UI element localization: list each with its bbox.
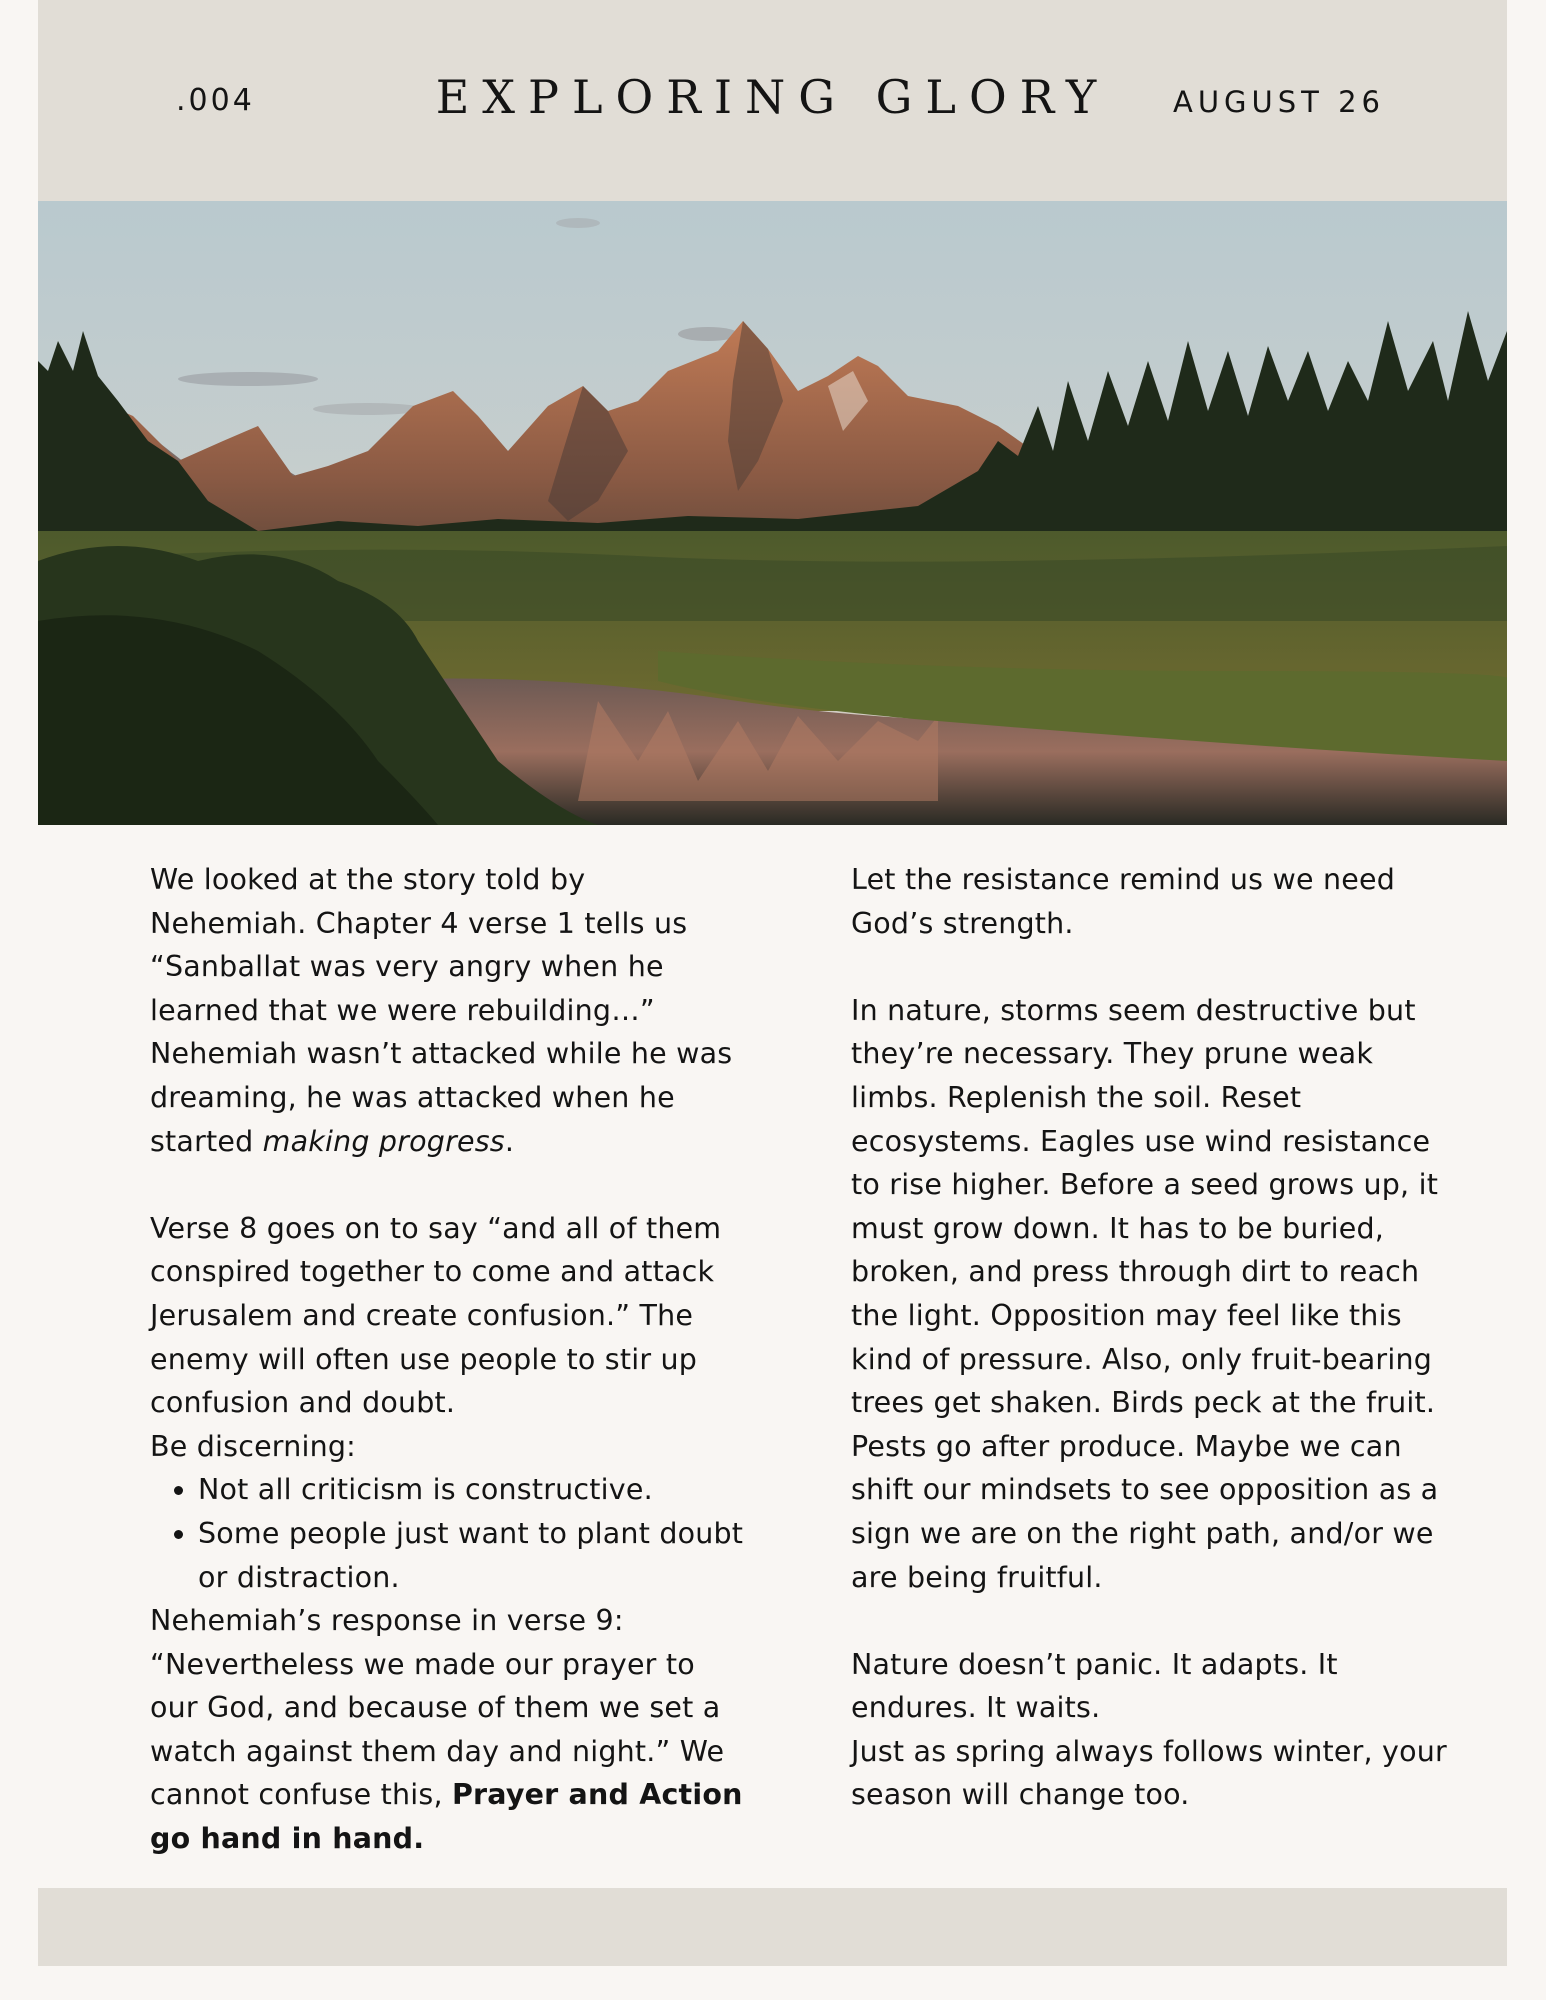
left-paragraph-2: Verse 8 goes on to say “and all of them conspired together to come and attack Jerusalem and create confusion.” The enemy will often use people to stir up confusion and doubt. — [150, 1211, 722, 1420]
right-paragraph-4: Just as spring always follows winter, your season will change too. — [851, 1734, 1447, 1812]
right-paragraph-1: Let the resistance remind us we need God’s strength. — [851, 863, 1395, 940]
bullet-list — [150, 1468, 750, 1599]
list-item: • Some people just want to plant doubt or distraction. — [198, 1512, 750, 1599]
left-text-column — [150, 858, 750, 1861]
emphasis-making-progress: making progress — [262, 1124, 505, 1158]
footer-band — [38, 1888, 1507, 1966]
left-paragraph-3: Be discerning: — [150, 1429, 356, 1463]
header-band — [38, 0, 1507, 201]
right-text-column — [851, 858, 1466, 1817]
left-paragraph-1: We looked at the story told by Nehemiah. Chapter 4 verse 1 tells us “Sanballat was very angry when he learned that we were rebuilding…” Nehemiah wasn’t attacked while he was dreaming, he was attacked when he started making progress. — [150, 863, 733, 1158]
page-title: EXPLORING GLORY — [435, 70, 1110, 124]
right-paragraph-2: In nature, storms seem destructive but they’re necessary. They prune weak limbs. Replenish the soil. Reset ecosystems. Eagles use wind resistance to rise higher. Before a seed grows up, it must grow down. It has to be buried, broken, and press through dirt to reach the light. Opposition may feel like this kind of pressure. Also, only fruit-bearing trees get shaken. Birds peck at the fruit. Pests go after produce. Maybe we can shift our mindsets to see opposition as a sign we are on the right path, and/or we are being fruitful. — [851, 993, 1439, 1594]
left-paragraph-4: Nehemiah’s response in verse 9: “Nevertheless we made our prayer to our God, and because of them we set a watch against them day and night.” We cannot confuse this, Prayer and Action go hand in hand. — [150, 1604, 743, 1856]
right-paragraph-3: Nature doesn’t panic. It adapts. It endures. It waits. — [851, 1647, 1338, 1725]
issue-date: AUGUST 26 — [1172, 85, 1385, 119]
hero-mountain-image — [38, 201, 1507, 825]
bold-prayer-and-action: Prayer and Action go hand in hand. — [150, 1778, 743, 1856]
issue-number: .004 — [176, 83, 255, 118]
list-item: • Not all criticism is constructive. — [198, 1468, 750, 1512]
